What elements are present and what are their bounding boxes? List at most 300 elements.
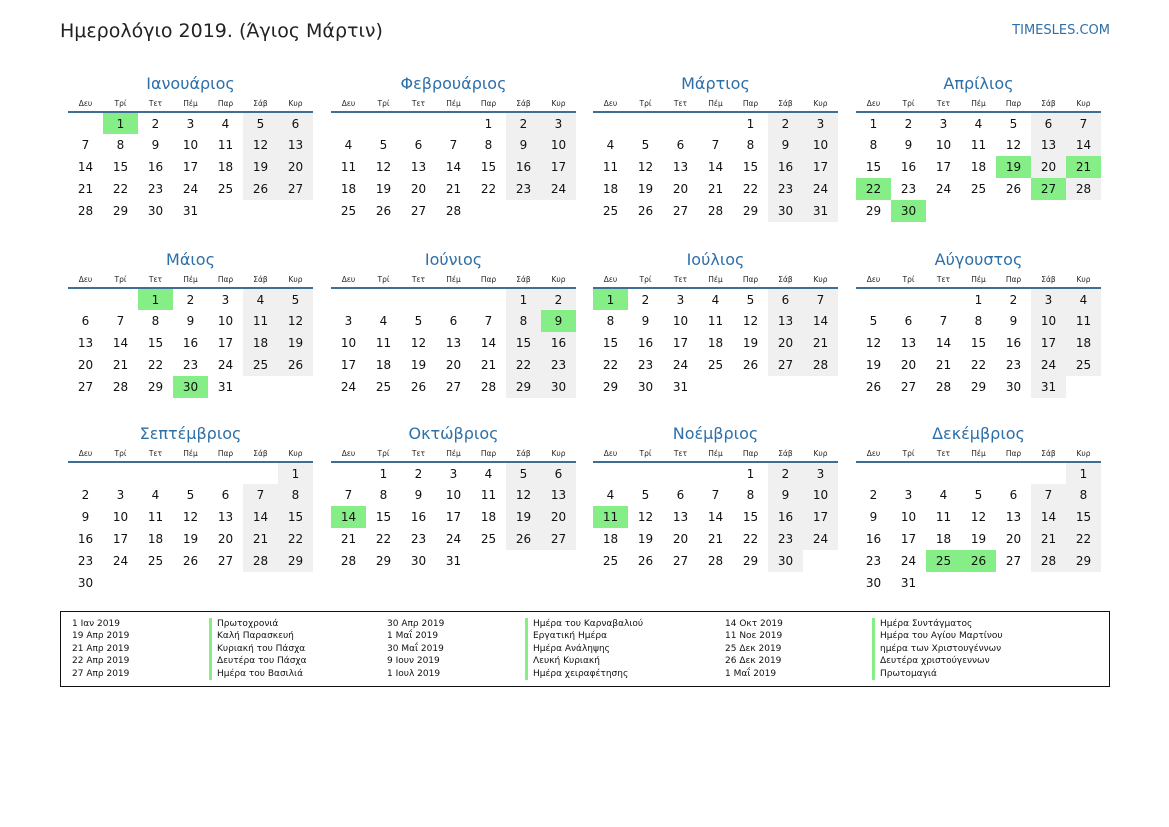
day-cell: 8 bbox=[151, 314, 160, 328]
weekday-header: Πέμ bbox=[436, 96, 471, 112]
weekday-header: Σάβ bbox=[768, 446, 803, 462]
weekday-header: Κυρ bbox=[803, 96, 838, 112]
empty-cell bbox=[1031, 572, 1066, 594]
day-cell: 9 bbox=[641, 314, 650, 328]
day-cell: 5 bbox=[186, 488, 195, 502]
weekday-header: Δευ bbox=[68, 272, 103, 288]
day-cell: 5 bbox=[974, 488, 983, 502]
day-cell: 29 bbox=[278, 550, 313, 572]
day-cell: 4 bbox=[939, 488, 948, 502]
weekday-header: Σάβ bbox=[243, 446, 278, 462]
day-cell: 20 bbox=[1005, 532, 1022, 546]
weekday-header: Τρί bbox=[628, 446, 663, 462]
day-cell: 8 bbox=[1066, 484, 1101, 506]
day-cell: 19 bbox=[996, 156, 1031, 178]
day-cell: 3 bbox=[676, 292, 685, 307]
day-cell: 19 bbox=[865, 358, 882, 372]
day-cell: 5 bbox=[641, 488, 650, 502]
month-table bbox=[593, 446, 838, 572]
day-cell: 6 bbox=[1031, 112, 1066, 134]
empty-cell bbox=[996, 200, 1031, 222]
day-cell: 28 bbox=[445, 204, 462, 218]
day-cell: 16 bbox=[77, 532, 94, 546]
weekday-header: Τετ bbox=[401, 272, 436, 288]
day-cell: 12 bbox=[970, 510, 987, 524]
day-cell: 24 bbox=[1031, 354, 1066, 376]
site-link[interactable]: TIMESLES.COM bbox=[1012, 23, 1110, 38]
month-block bbox=[331, 422, 576, 572]
day-cell: 5 bbox=[869, 314, 878, 328]
day-cell: 17 bbox=[935, 160, 952, 174]
day-cell: 27 bbox=[77, 380, 94, 394]
day-cell: 27 bbox=[1031, 178, 1066, 200]
empty-cell bbox=[401, 288, 436, 310]
page-title: Ημερολόγιο 2019. (Άγιος Μάρτιν) bbox=[60, 20, 383, 42]
day-cell: 12 bbox=[865, 336, 882, 350]
empty-cell bbox=[891, 288, 926, 310]
day-cell: 30 bbox=[77, 576, 94, 590]
day-cell: 23 bbox=[1005, 358, 1022, 372]
day-cell: 31 bbox=[803, 200, 838, 222]
day-cell: 25 bbox=[926, 550, 961, 572]
empty-cell bbox=[331, 288, 366, 310]
empty-cell bbox=[208, 200, 243, 222]
empty-cell bbox=[1031, 462, 1066, 484]
day-cell: 30 bbox=[865, 576, 882, 590]
weekday-header: Πέμ bbox=[173, 96, 208, 112]
day-cell: 29 bbox=[742, 204, 759, 218]
day-cell: 17 bbox=[217, 336, 234, 350]
day-cell: 18 bbox=[243, 332, 278, 354]
day-cell: 13 bbox=[768, 310, 803, 332]
weekday-header: Σάβ bbox=[243, 96, 278, 112]
day-cell: 26 bbox=[637, 204, 654, 218]
holiday-name: Ημέρα του Καρναβαλιού bbox=[525, 618, 725, 630]
day-cell: 24 bbox=[217, 358, 234, 372]
holiday-name: Ημέρα του Βασιλιά bbox=[209, 668, 387, 680]
day-cell: 14 bbox=[243, 506, 278, 528]
day-cell: 13 bbox=[541, 484, 576, 506]
day-cell: 2 bbox=[506, 112, 541, 134]
empty-cell bbox=[436, 112, 471, 134]
day-cell: 27 bbox=[278, 178, 313, 200]
day-cell: 21 bbox=[112, 358, 129, 372]
empty-cell bbox=[541, 200, 576, 222]
empty-cell bbox=[996, 462, 1031, 484]
day-cell: 16 bbox=[410, 510, 427, 524]
weekday-header: Πέμ bbox=[961, 446, 996, 462]
day-cell: 25 bbox=[340, 204, 357, 218]
weekday-header: Πέμ bbox=[961, 272, 996, 288]
day-cell: 16 bbox=[865, 532, 882, 546]
holiday-date: 11 Νοε 2019 bbox=[725, 631, 783, 642]
empty-cell bbox=[243, 200, 278, 222]
day-cell: 2 bbox=[541, 288, 576, 310]
day-cell: 17 bbox=[445, 510, 462, 524]
day-cell: 18 bbox=[340, 182, 357, 196]
holiday-date: 1 Μαΐ 2019 bbox=[725, 668, 777, 679]
weekday-header: Παρ bbox=[208, 446, 243, 462]
day-cell: 6 bbox=[676, 488, 685, 502]
holiday-name: Πρωτοχρονιά bbox=[209, 618, 387, 630]
day-cell: 10 bbox=[803, 484, 838, 506]
month-name: Αύγουστος bbox=[934, 250, 1023, 269]
day-cell: 23 bbox=[900, 182, 917, 196]
weekday-header: Σάβ bbox=[1031, 96, 1066, 112]
month-name: Ιούλιος bbox=[686, 250, 745, 269]
day-cell: 3 bbox=[803, 112, 838, 134]
day-cell: 18 bbox=[1066, 332, 1101, 354]
holiday-name: Ημέρα χειραφέτησης bbox=[525, 668, 725, 680]
day-cell: 22 bbox=[147, 358, 164, 372]
day-cell: 28 bbox=[112, 380, 129, 394]
day-cell: 6 bbox=[81, 314, 90, 328]
day-cell: 11 bbox=[375, 336, 392, 350]
day-cell: 22 bbox=[970, 358, 987, 372]
day-cell: 4 bbox=[974, 116, 983, 131]
empty-cell bbox=[1066, 572, 1101, 594]
weekday-header: Παρ bbox=[471, 96, 506, 112]
day-cell: 20 bbox=[278, 156, 313, 178]
day-cell: 23 bbox=[768, 528, 803, 550]
day-cell: 9 bbox=[541, 310, 576, 332]
day-cell: 5 bbox=[243, 112, 278, 134]
day-cell: 31 bbox=[1031, 376, 1066, 398]
day-cell: 31 bbox=[900, 576, 917, 590]
month-block bbox=[331, 248, 576, 398]
empty-cell bbox=[926, 200, 961, 222]
month-name: Σεπτέμβριος bbox=[139, 424, 242, 443]
day-cell: 11 bbox=[707, 314, 724, 328]
day-cell: 24 bbox=[803, 178, 838, 200]
day-cell: 28 bbox=[707, 554, 724, 568]
holiday-date: 1 Μαΐ 2019 bbox=[387, 631, 439, 642]
day-cell: 17 bbox=[803, 506, 838, 528]
day-cell: 2 bbox=[1009, 292, 1018, 307]
weekday-header: Παρ bbox=[733, 446, 768, 462]
day-cell: 26 bbox=[637, 554, 654, 568]
day-cell: 11 bbox=[243, 310, 278, 332]
day-cell: 9 bbox=[151, 138, 160, 152]
day-cell: 18 bbox=[970, 160, 987, 174]
weekday-header: Παρ bbox=[996, 272, 1031, 288]
day-cell: 15 bbox=[865, 160, 882, 174]
day-cell: 29 bbox=[970, 380, 987, 394]
day-cell: 7 bbox=[939, 314, 948, 328]
day-cell: 14 bbox=[803, 310, 838, 332]
day-cell: 7 bbox=[1066, 112, 1101, 134]
day-cell: 12 bbox=[506, 484, 541, 506]
day-cell: 21 bbox=[480, 358, 497, 372]
day-cell: 24 bbox=[445, 532, 462, 546]
day-cell: 22 bbox=[480, 182, 497, 196]
month-block bbox=[593, 248, 838, 398]
day-cell: 3 bbox=[344, 314, 353, 328]
day-cell: 24 bbox=[340, 380, 357, 394]
weekday-header: Τετ bbox=[401, 96, 436, 112]
weekday-header: Τρί bbox=[366, 272, 401, 288]
holiday-name: Εργατική Ημέρα bbox=[525, 630, 725, 642]
day-cell: 1 bbox=[746, 116, 755, 131]
weekday-header: Τετ bbox=[926, 96, 961, 112]
day-cell: 27 bbox=[672, 554, 689, 568]
day-cell: 25 bbox=[602, 204, 619, 218]
day-cell: 13 bbox=[278, 134, 313, 156]
empty-cell bbox=[138, 572, 173, 594]
day-cell: 23 bbox=[768, 178, 803, 200]
day-cell: 23 bbox=[147, 182, 164, 196]
weekday-header: Τρί bbox=[891, 446, 926, 462]
month-name: Μάρτιος bbox=[681, 74, 750, 93]
day-cell: 13 bbox=[672, 510, 689, 524]
day-cell: 17 bbox=[541, 156, 576, 178]
day-cell: 7 bbox=[803, 288, 838, 310]
day-cell: 27 bbox=[410, 204, 427, 218]
day-cell: 31 bbox=[672, 380, 689, 394]
day-cell: 21 bbox=[707, 532, 724, 546]
day-cell: 7 bbox=[711, 488, 720, 502]
day-cell: 6 bbox=[449, 314, 458, 328]
day-cell: 17 bbox=[900, 532, 917, 546]
holiday-date: 30 Μαΐ 2019 bbox=[387, 643, 444, 654]
weekday-header: Πέμ bbox=[173, 446, 208, 462]
weekday-header: Δευ bbox=[856, 446, 891, 462]
day-cell: 6 bbox=[221, 488, 230, 502]
weekday-header: Τετ bbox=[926, 272, 961, 288]
day-cell: 19 bbox=[742, 336, 759, 350]
weekday-header: Δευ bbox=[331, 96, 366, 112]
day-cell: 7 bbox=[243, 484, 278, 506]
day-cell: 7 bbox=[711, 138, 720, 152]
empty-cell bbox=[243, 376, 278, 398]
day-cell: 3 bbox=[904, 488, 913, 502]
day-cell: 23 bbox=[865, 554, 882, 568]
day-cell: 30 bbox=[410, 554, 427, 568]
day-cell: 25 bbox=[970, 182, 987, 196]
day-cell: 3 bbox=[116, 488, 125, 502]
day-cell: 8 bbox=[506, 310, 541, 332]
empty-cell bbox=[856, 288, 891, 310]
day-cell: 16 bbox=[1005, 336, 1022, 350]
day-cell: 2 bbox=[904, 116, 913, 131]
day-cell: 27 bbox=[445, 380, 462, 394]
empty-cell bbox=[593, 112, 628, 134]
day-cell: 22 bbox=[742, 532, 759, 546]
day-cell: 25 bbox=[243, 354, 278, 376]
day-cell: 14 bbox=[707, 160, 724, 174]
weekday-header: Κυρ bbox=[278, 96, 313, 112]
day-cell: 12 bbox=[1005, 138, 1022, 152]
day-cell: 8 bbox=[484, 138, 493, 152]
empty-cell bbox=[506, 200, 541, 222]
day-cell: 25 bbox=[602, 554, 619, 568]
day-cell: 16 bbox=[768, 506, 803, 528]
day-cell: 3 bbox=[1031, 288, 1066, 310]
day-cell: 31 bbox=[445, 554, 462, 568]
weekday-header: Πέμ bbox=[436, 446, 471, 462]
day-cell: 18 bbox=[935, 532, 952, 546]
day-cell: 1 bbox=[746, 466, 755, 481]
day-cell: 11 bbox=[1066, 310, 1101, 332]
day-cell: 23 bbox=[637, 358, 654, 372]
day-cell: 9 bbox=[506, 134, 541, 156]
empty-cell bbox=[366, 112, 401, 134]
month-name: Ιούνιος bbox=[424, 250, 483, 269]
weekday-header: Τρί bbox=[103, 96, 138, 112]
day-cell: 27 bbox=[541, 528, 576, 550]
empty-cell bbox=[331, 112, 366, 134]
month-table bbox=[331, 446, 576, 572]
empty-cell bbox=[961, 572, 996, 594]
empty-cell bbox=[698, 462, 733, 484]
month-table bbox=[331, 96, 576, 222]
month-name: Απρίλιος bbox=[943, 74, 1014, 93]
weekday-header: Κυρ bbox=[278, 446, 313, 462]
weekday-header: Δευ bbox=[68, 96, 103, 112]
day-cell: 8 bbox=[116, 138, 125, 152]
day-cell: 21 bbox=[803, 332, 838, 354]
month-block bbox=[856, 248, 1101, 398]
weekday-header: Σάβ bbox=[768, 96, 803, 112]
day-cell: 26 bbox=[375, 204, 392, 218]
day-cell: 23 bbox=[77, 554, 94, 568]
day-cell: 28 bbox=[1066, 178, 1101, 200]
day-cell: 29 bbox=[1066, 550, 1101, 572]
day-cell: 17 bbox=[1031, 332, 1066, 354]
day-cell: 6 bbox=[1009, 488, 1018, 502]
weekday-header: Παρ bbox=[208, 272, 243, 288]
weekday-header: Τετ bbox=[138, 272, 173, 288]
month-block bbox=[68, 72, 313, 222]
day-cell: 7 bbox=[484, 314, 493, 328]
weekday-header: Παρ bbox=[471, 446, 506, 462]
weekday-header: Τετ bbox=[926, 446, 961, 462]
month-name: Μάιος bbox=[166, 250, 215, 269]
day-cell: 26 bbox=[182, 554, 199, 568]
day-cell: 5 bbox=[414, 314, 423, 328]
weekday-header: Τρί bbox=[628, 96, 663, 112]
day-cell: 28 bbox=[1031, 550, 1066, 572]
empty-cell bbox=[891, 462, 926, 484]
day-cell: 9 bbox=[81, 510, 90, 524]
empty-cell bbox=[856, 462, 891, 484]
day-cell: 29 bbox=[602, 380, 619, 394]
empty-cell bbox=[803, 550, 838, 572]
day-cell: 20 bbox=[672, 532, 689, 546]
day-cell: 19 bbox=[637, 532, 654, 546]
day-cell: 30 bbox=[147, 204, 164, 218]
empty-cell bbox=[278, 572, 313, 594]
day-cell: 14 bbox=[112, 336, 129, 350]
weekday-header: Πέμ bbox=[436, 272, 471, 288]
empty-cell bbox=[68, 288, 103, 310]
holiday-date: 21 Απρ 2019 bbox=[72, 643, 130, 654]
weekday-header: Τρί bbox=[366, 96, 401, 112]
day-cell: 7 bbox=[344, 488, 353, 502]
day-cell: 19 bbox=[278, 332, 313, 354]
day-cell: 13 bbox=[1005, 510, 1022, 524]
day-cell: 28 bbox=[480, 380, 497, 394]
empty-cell bbox=[961, 200, 996, 222]
day-cell: 26 bbox=[243, 178, 278, 200]
empty-cell bbox=[471, 288, 506, 310]
day-cell: 12 bbox=[182, 510, 199, 524]
day-cell: 11 bbox=[593, 506, 628, 528]
month-block bbox=[68, 248, 313, 398]
day-cell: 1 bbox=[138, 288, 173, 310]
day-cell: 24 bbox=[672, 358, 689, 372]
holiday-date: 1 Ιαν 2019 bbox=[72, 619, 120, 629]
day-cell: 11 bbox=[217, 138, 234, 152]
day-cell: 3 bbox=[186, 116, 195, 131]
day-cell: 4 bbox=[221, 116, 230, 131]
day-cell: 19 bbox=[410, 358, 427, 372]
empty-cell bbox=[331, 462, 366, 484]
day-cell: 6 bbox=[904, 314, 913, 328]
day-cell: 26 bbox=[865, 380, 882, 394]
day-cell: 16 bbox=[182, 336, 199, 350]
day-cell: 18 bbox=[707, 336, 724, 350]
month-block bbox=[856, 422, 1101, 594]
day-cell: 9 bbox=[768, 134, 803, 156]
empty-cell bbox=[733, 376, 768, 398]
day-cell: 25 bbox=[217, 182, 234, 196]
weekday-header: Κυρ bbox=[541, 272, 576, 288]
holiday-date: 14 Οκτ 2019 bbox=[725, 619, 783, 629]
day-cell: 22 bbox=[1066, 528, 1101, 550]
day-cell: 9 bbox=[869, 510, 878, 524]
day-cell: 29 bbox=[112, 204, 129, 218]
day-cell: 15 bbox=[506, 332, 541, 354]
day-cell: 23 bbox=[506, 178, 541, 200]
day-cell: 19 bbox=[243, 156, 278, 178]
month-block bbox=[593, 72, 838, 222]
weekday-header: Πέμ bbox=[173, 272, 208, 288]
day-cell: 14 bbox=[1031, 506, 1066, 528]
day-cell: 9 bbox=[904, 138, 913, 152]
day-cell: 12 bbox=[742, 314, 759, 328]
month-table bbox=[856, 446, 1101, 594]
day-cell: 7 bbox=[449, 138, 458, 152]
day-cell: 10 bbox=[1031, 310, 1066, 332]
day-cell: 20 bbox=[900, 358, 917, 372]
weekday-header: Δευ bbox=[331, 446, 366, 462]
day-cell: 16 bbox=[900, 160, 917, 174]
empty-cell bbox=[698, 112, 733, 134]
month-table bbox=[593, 96, 838, 222]
day-cell: 4 bbox=[344, 138, 353, 152]
day-cell: 1 bbox=[506, 288, 541, 310]
day-cell: 30 bbox=[891, 200, 926, 222]
day-cell: 23 bbox=[182, 358, 199, 372]
day-cell: 10 bbox=[340, 336, 357, 350]
day-cell: 2 bbox=[869, 488, 878, 502]
day-cell: 4 bbox=[379, 314, 388, 328]
empty-cell bbox=[138, 462, 173, 484]
day-cell: 23 bbox=[541, 354, 576, 376]
day-cell: 22 bbox=[278, 528, 313, 550]
holiday-name: Κυριακή του Πάσχα bbox=[209, 643, 387, 655]
weekday-header: Τετ bbox=[138, 446, 173, 462]
day-cell: 21 bbox=[1066, 156, 1101, 178]
empty-cell bbox=[278, 200, 313, 222]
day-cell: 26 bbox=[742, 358, 759, 372]
day-cell: 5 bbox=[641, 138, 650, 152]
day-cell: 11 bbox=[147, 510, 164, 524]
day-cell: 30 bbox=[541, 376, 576, 398]
day-cell: 4 bbox=[711, 292, 720, 307]
weekday-header: Σάβ bbox=[506, 96, 541, 112]
